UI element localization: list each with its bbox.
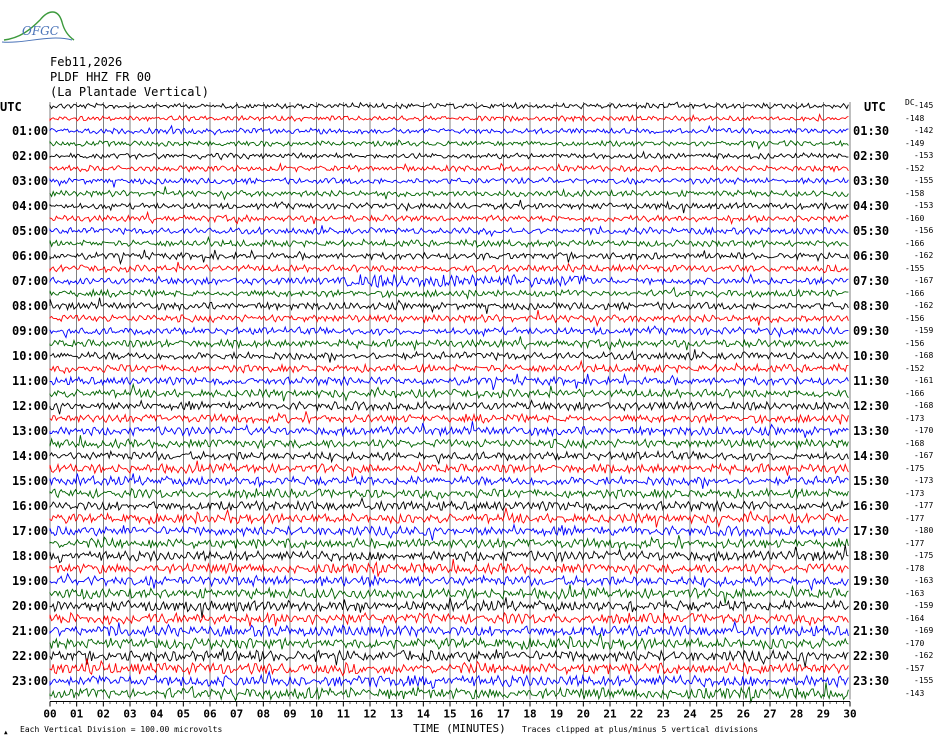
hour-label-left: 06:00 <box>12 249 49 263</box>
hour-label-left: 20:00 <box>12 599 49 613</box>
seismic-trace <box>50 164 848 172</box>
trace-dc-offset: -155 <box>905 263 925 273</box>
x-tick-label: 30 <box>843 707 857 721</box>
trace-dc-offset: -169 <box>914 626 933 635</box>
seismic-trace <box>50 361 848 373</box>
seismic-trace <box>50 559 848 577</box>
seismic-trace <box>50 225 848 236</box>
hour-label-left: 15:00 <box>12 474 49 488</box>
trace-dc-offset: -166 <box>905 388 925 398</box>
x-tick-label: 26 <box>736 707 750 721</box>
x-tick-label: 29 <box>816 707 830 721</box>
seismic-trace <box>50 622 848 637</box>
trace-dc-offset: -168 <box>914 351 933 360</box>
trace-dc-offset: -164 <box>905 613 925 623</box>
seismic-trace <box>50 326 848 337</box>
hour-label-left: 07:00 <box>12 274 49 288</box>
trace-dc-offset: -167 <box>914 451 933 460</box>
hour-label-right: 04:30 <box>853 199 890 213</box>
hour-label-left: 04:00 <box>12 199 49 213</box>
x-tick-label: 21 <box>603 707 617 721</box>
x-tick-label: 06 <box>203 707 217 721</box>
hour-label-right: 20:30 <box>853 599 890 613</box>
trace-dc-offset: -148 <box>905 113 925 123</box>
x-tick-label: 16 <box>470 707 484 721</box>
x-tick-label: 15 <box>443 707 457 721</box>
seismic-trace <box>50 288 848 299</box>
trace-dc-offset: -163 <box>905 588 925 598</box>
trace-dc-offset: -170 <box>905 638 925 648</box>
seismic-trace <box>50 275 848 288</box>
hour-label-left: 17:00 <box>12 524 49 538</box>
seismic-trace <box>50 336 848 350</box>
trace-dc-offset: -157 <box>905 663 925 673</box>
seismic-trace <box>50 384 848 401</box>
x-tick-label: 14 <box>416 707 430 721</box>
seismic-trace <box>50 374 848 390</box>
trace-dc-offset: -175 <box>914 551 933 560</box>
x-tick-label: 27 <box>763 707 777 721</box>
hour-label-left: 12:00 <box>12 399 49 413</box>
hour-label-right: 18:30 <box>853 549 890 563</box>
hour-label-right: 03:30 <box>853 174 890 188</box>
seismic-trace <box>50 649 848 668</box>
trace-dc-offset: -177 <box>914 501 933 510</box>
x-tick-label: 03 <box>123 707 137 721</box>
seismic-trace <box>50 545 848 563</box>
seismic-trace <box>50 474 848 489</box>
trace-dc-offset: -162 <box>914 301 933 310</box>
trace-dc-offset: -167 <box>914 276 933 285</box>
trace-dc-offset: -153 <box>914 151 933 160</box>
trace-dc-offset: -173 <box>905 488 925 498</box>
hour-label-right: 19:30 <box>853 574 890 588</box>
trace-dc-offset: -178 <box>905 563 925 573</box>
trace-dc-offset: -155 <box>914 676 933 685</box>
hour-label-left: 13:00 <box>12 424 49 438</box>
hour-label-left: 02:00 <box>12 149 49 163</box>
x-tick-label: 09 <box>283 707 297 721</box>
scale-note: Each Vertical Division = 100.00 microvolts <box>20 725 223 734</box>
seismic-trace <box>50 250 848 264</box>
trace-dc-offset: -152 <box>905 163 925 173</box>
hour-label-right: 16:30 <box>853 499 890 513</box>
trace-dc-offset: -173 <box>914 476 933 485</box>
trace-dc-offset: -142 <box>914 126 933 135</box>
clip-note: Traces clipped at plus/minus 5 vertical divisions <box>522 725 759 734</box>
hour-label-right: 02:30 <box>853 149 890 163</box>
x-tick-label: 24 <box>683 707 697 721</box>
x-tick-label: 04 <box>150 707 164 721</box>
hour-label-right: 06:30 <box>853 249 890 263</box>
hour-label-left: 11:00 <box>12 374 49 388</box>
seismic-trace <box>50 212 848 224</box>
right-axis-label: UTC <box>864 100 886 114</box>
hour-label-left: 23:00 <box>12 674 49 688</box>
trace-dc-offset: -155 <box>914 176 933 185</box>
station-location: (La Plantade Vertical) <box>50 85 209 99</box>
seismic-trace <box>50 672 848 689</box>
trace-dc-offset: -170 <box>914 426 933 435</box>
seismic-traces <box>50 102 848 702</box>
seismic-trace <box>50 489 848 500</box>
x-tick-label: 10 <box>310 707 324 721</box>
hour-label-left: 08:00 <box>12 299 49 313</box>
seismic-trace <box>50 187 848 200</box>
seismic-trace <box>50 525 848 541</box>
seismic-trace <box>50 237 848 247</box>
hour-label-left: 01:00 <box>12 124 49 138</box>
trace-dc-offset: -166 <box>905 288 925 298</box>
x-axis <box>43 702 856 721</box>
hour-label-right: 22:30 <box>853 649 890 663</box>
seismic-trace <box>50 683 848 703</box>
x-tick-label: 12 <box>363 707 377 721</box>
trace-dc-offset: -173 <box>905 413 925 423</box>
trace-dc-offset: -162 <box>914 651 933 660</box>
seismic-trace <box>50 298 848 314</box>
seismic-trace <box>50 349 848 362</box>
x-tick-label: 00 <box>43 707 57 721</box>
seismic-trace <box>50 498 848 511</box>
hour-label-right: 07:30 <box>853 274 890 288</box>
x-tick-label: 17 <box>496 707 510 721</box>
hour-label-left: 22:00 <box>12 649 49 663</box>
trace-dc-offset: -166 <box>905 238 925 248</box>
trace-dc-offset: -177 <box>905 513 925 523</box>
trace-dc-offset: -158 <box>905 188 925 198</box>
seismic-trace <box>50 535 848 549</box>
x-tick-label: 20 <box>576 707 590 721</box>
seismic-trace <box>50 262 848 273</box>
trace-dc-offset: -156 <box>914 226 933 235</box>
trace-dc-offset: -156 <box>905 313 925 323</box>
x-tick-label: 23 <box>656 707 670 721</box>
hour-label-right: 01:30 <box>853 124 890 138</box>
trace-dc-offset: -163 <box>914 576 933 585</box>
seismic-trace <box>50 102 848 109</box>
x-tick-label: 19 <box>550 707 564 721</box>
seismic-trace <box>50 451 848 463</box>
trace-dc-offset: -156 <box>905 338 925 348</box>
seismic-trace <box>50 310 848 326</box>
seismic-trace <box>50 401 848 415</box>
x-axis-title: TIME (MINUTES) <box>413 722 506 735</box>
hour-label-left: 19:00 <box>12 574 49 588</box>
trace-dc-offset: -145 <box>914 101 933 110</box>
station-code: PLDF HHZ FR 00 <box>50 70 152 84</box>
dc-offset-header: DC <box>905 98 915 107</box>
hour-label-right: 11:30 <box>853 374 890 388</box>
seismic-trace <box>50 634 848 650</box>
seismic-trace <box>50 140 848 149</box>
x-tick-label: 08 <box>256 707 270 721</box>
hour-label-left: 14:00 <box>12 449 49 463</box>
seismic-trace <box>50 613 848 626</box>
left-axis-label: UTC <box>0 100 22 114</box>
trace-dc-offset: -162 <box>914 251 933 260</box>
x-tick-label: 18 <box>523 707 537 721</box>
trace-dc-offset: -160 <box>905 213 925 223</box>
hour-label-left: 09:00 <box>12 324 49 338</box>
trace-dc-offset: -161 <box>914 376 933 385</box>
hour-label-right: 13:30 <box>853 424 890 438</box>
seismic-trace <box>50 126 848 135</box>
hour-label-right: 08:30 <box>853 299 890 313</box>
trace-dc-offset: -168 <box>905 438 925 448</box>
hour-label-left: 03:00 <box>12 174 49 188</box>
hour-label-left: 10:00 <box>12 349 49 363</box>
x-tick-label: 11 <box>336 707 350 721</box>
trace-dc-offset: -149 <box>905 138 925 148</box>
x-tick-label: 28 <box>790 707 804 721</box>
hour-label-left: 18:00 <box>12 549 49 563</box>
hour-label-right: 21:30 <box>853 624 890 638</box>
trace-dc-offset: -168 <box>914 401 933 410</box>
hour-label-right: 12:30 <box>853 399 890 413</box>
seismic-trace <box>50 421 848 438</box>
hour-label-right: 05:30 <box>853 224 890 238</box>
x-tick-label: 05 <box>176 707 190 721</box>
hour-label-right: 09:30 <box>853 324 890 338</box>
trace-dc-offset: -153 <box>914 201 933 210</box>
hour-label-left: 16:00 <box>12 499 49 513</box>
seismic-trace <box>50 152 848 160</box>
seismic-trace <box>50 411 848 424</box>
trace-dc-offset: -143 <box>905 688 925 698</box>
seismic-trace <box>50 461 848 478</box>
x-tick-label: 01 <box>70 707 84 721</box>
trace-dc-offset: -159 <box>914 601 933 610</box>
seismic-trace <box>50 574 848 590</box>
seismic-trace <box>50 435 848 448</box>
trace-dc-offset: -180 <box>914 526 933 535</box>
x-tick-label: 25 <box>710 707 724 721</box>
seismic-trace <box>50 177 848 187</box>
plot-date: Feb11,2026 <box>50 55 123 69</box>
seismic-trace <box>50 508 848 528</box>
hour-label-left: 05:00 <box>12 224 49 238</box>
x-tick-label: 02 <box>96 707 110 721</box>
trace-dc-offset: -175 <box>905 463 925 473</box>
hour-label-right: 15:30 <box>853 474 890 488</box>
hour-label-right: 14:30 <box>853 449 890 463</box>
footer-mark: ▲ <box>4 729 8 736</box>
x-tick-label: 22 <box>630 707 644 721</box>
seismic-trace <box>50 200 848 213</box>
logo-text: OFGC <box>22 24 59 38</box>
trace-dc-offset: -159 <box>914 326 933 335</box>
hour-label-right: 23:30 <box>853 674 890 688</box>
trace-dc-offset: -177 <box>905 538 925 548</box>
seismic-trace <box>50 115 848 122</box>
x-tick-label: 07 <box>230 707 244 721</box>
hour-label-right: 10:30 <box>853 349 890 363</box>
hour-label-left: 21:00 <box>12 624 49 638</box>
trace-dc-offset: -152 <box>905 363 925 373</box>
x-tick-label: 13 <box>390 707 404 721</box>
hour-label-right: 17:30 <box>853 524 890 538</box>
